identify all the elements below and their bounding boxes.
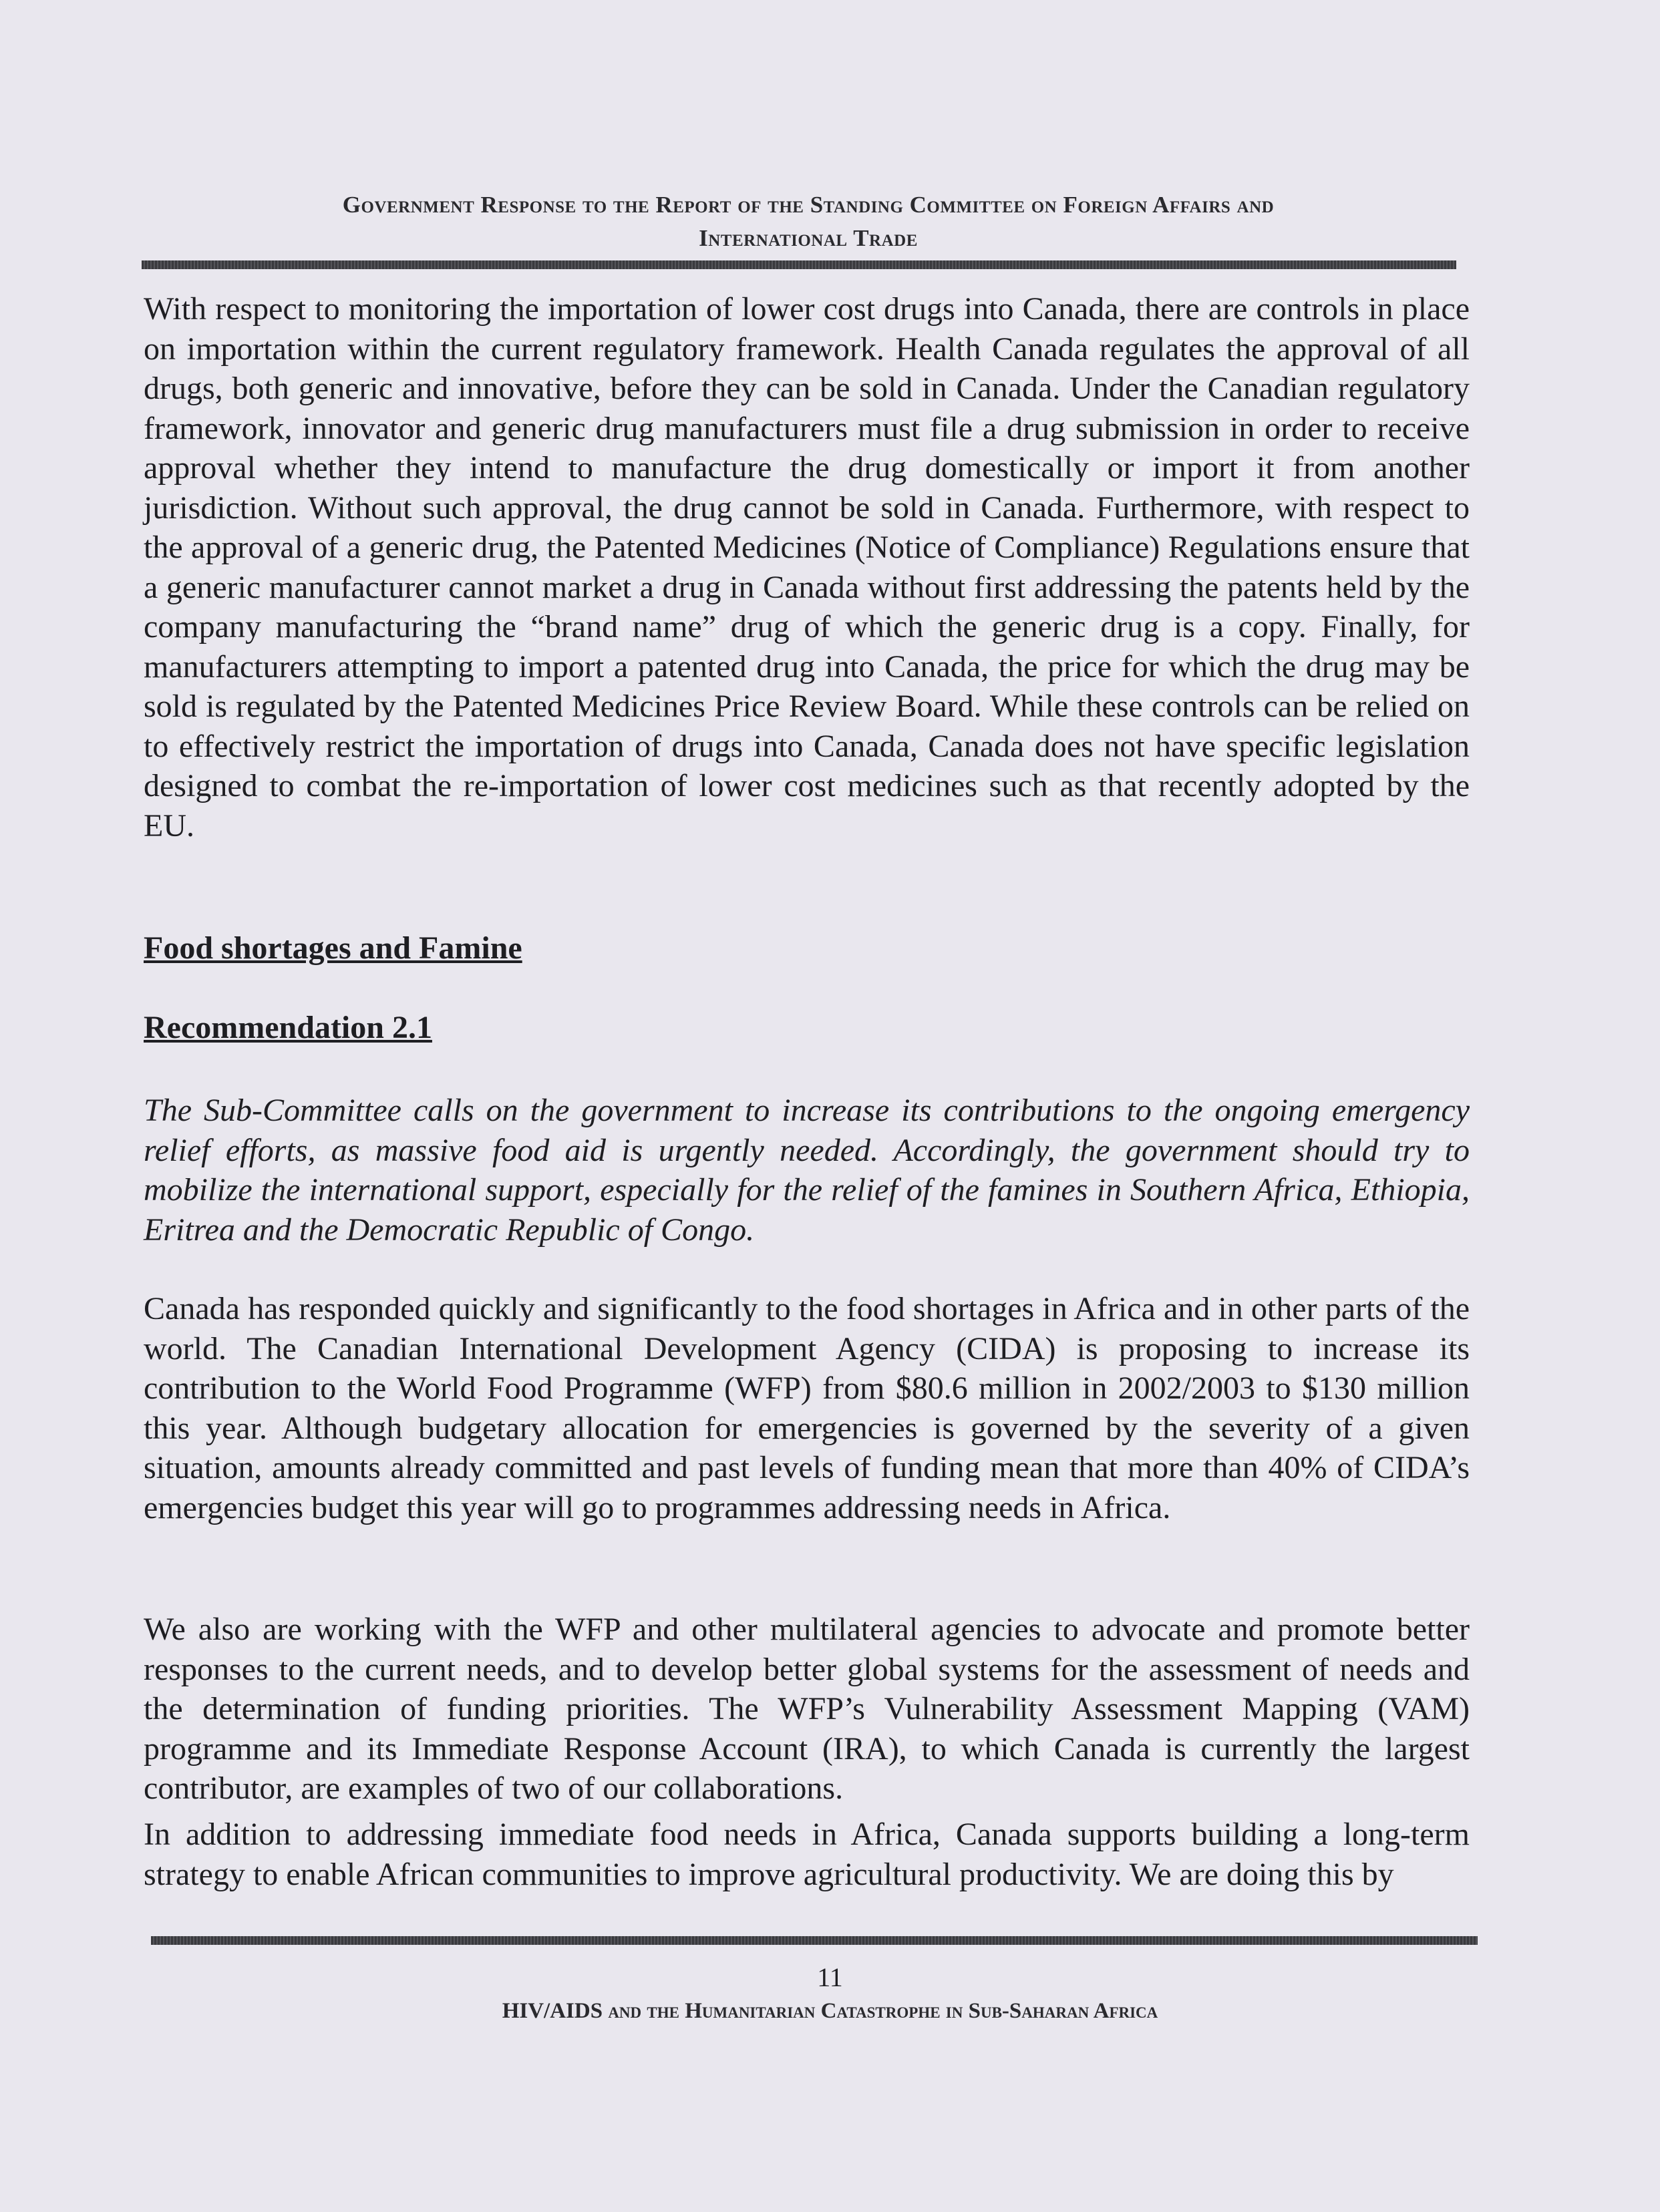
header-line-1: Government Response to the Report of the Standing Committee on Foreign Affairs and: [342, 192, 1275, 218]
running-footer: HIV/AIDS and the Humanitarian Catastrophe in Sub-Saharan Africa: [502, 1999, 1158, 2023]
paragraph-wfp-collaboration: [144, 1610, 1470, 1809]
paragraph-drug-importation: [144, 289, 1470, 846]
header-line-2: International Trade: [699, 225, 918, 251]
paragraph-text: The Sub-Committee calls on the government to increase its contributions to the ongoing emergency relief efforts, as massive food aid is urgently needed. Accordingly, the government should try to mobilize the international support, especially for the relief of the famines in Southern Africa, Ethiopia, Eritrea and the Democratic Republic of Congo.: [144, 1093, 1470, 1248]
page-number: 11: [817, 1962, 843, 1992]
footer-rule: [151, 1936, 1478, 1945]
recommendation-heading: Recommendation 2.1: [144, 1010, 432, 1045]
paragraph-canada-response: [144, 1289, 1470, 1527]
paragraph-text: In addition to addressing immediate food needs in Africa, Canada supports building a long-term strategy to enable African communities to improve agricultural productivity. We are doing this by: [144, 1817, 1470, 1892]
paragraph-text: We also are working with the WFP and other multilateral agencies to advocate and promote better responses to the current needs, and to develop better global systems for the assessment of needs and the determination of funding priorities. The WFP’s Vulnerability Assessment Mapping (VAM) programme and its Immediate Response Account (IRA), to which Canada is currently the largest contributor, are examples of two of our collaborations.: [144, 1612, 1470, 1806]
section-heading: Food shortages and Famine: [144, 930, 522, 966]
running-header: [140, 188, 1476, 255]
paragraph-long-term-strategy: [144, 1815, 1470, 1894]
paragraph-text: With respect to monitoring the importation of lower cost drugs into Canada, there are controls in place on importation within the current regulatory framework. Health Canada regulates the approval of all drugs, both generic and innovative, before they can be sold in Canada. Under the Canadian regulatory framework, innovator and generic drug manufacturers must file a drug submission in order to receive approval whether they intend to manufacture the drug domestically or import it from another jurisdiction. Without such approval, the drug cannot be sold in Canada. Furthermore, with respect to the approval of a generic drug, the Patented Medicines (Notice of Compliance) Regulations ensure that a generic manufacturer cannot market a drug in Canada without first addressing the patents held by the company manufacturing the “brand name” drug of which the generic drug is a copy. Finally, for manufacturers attempting to import a patented drug into Canada, the price for which the drug may be sold is regulated by the Patented Medicines Price Review Board. While these controls can be relied on to effectively restrict the importation of drugs into Canada, Canada does not have specific legislation designed to combat the re-importation of lower cost medicines such as that recently adopted by the EU.: [144, 291, 1470, 844]
recommendation-text: [144, 1091, 1470, 1250]
header-rule: [142, 260, 1456, 269]
paragraph-text: Canada has responded quickly and significantly to the food shortages in Africa and in other parts of the world. The Canadian International Development Agency (CIDA) is proposing to increase its contribution to the World Food Programme (WFP) from $80.6 million in 2002/2003 to $130 million this year. Although budgetary allocation for emergencies is governed by the severity of a given situation, amounts already committed and past levels of funding mean that more than 40% of CIDA’s emergencies budget this year will go to programmes addressing needs in Africa.: [144, 1291, 1470, 1525]
